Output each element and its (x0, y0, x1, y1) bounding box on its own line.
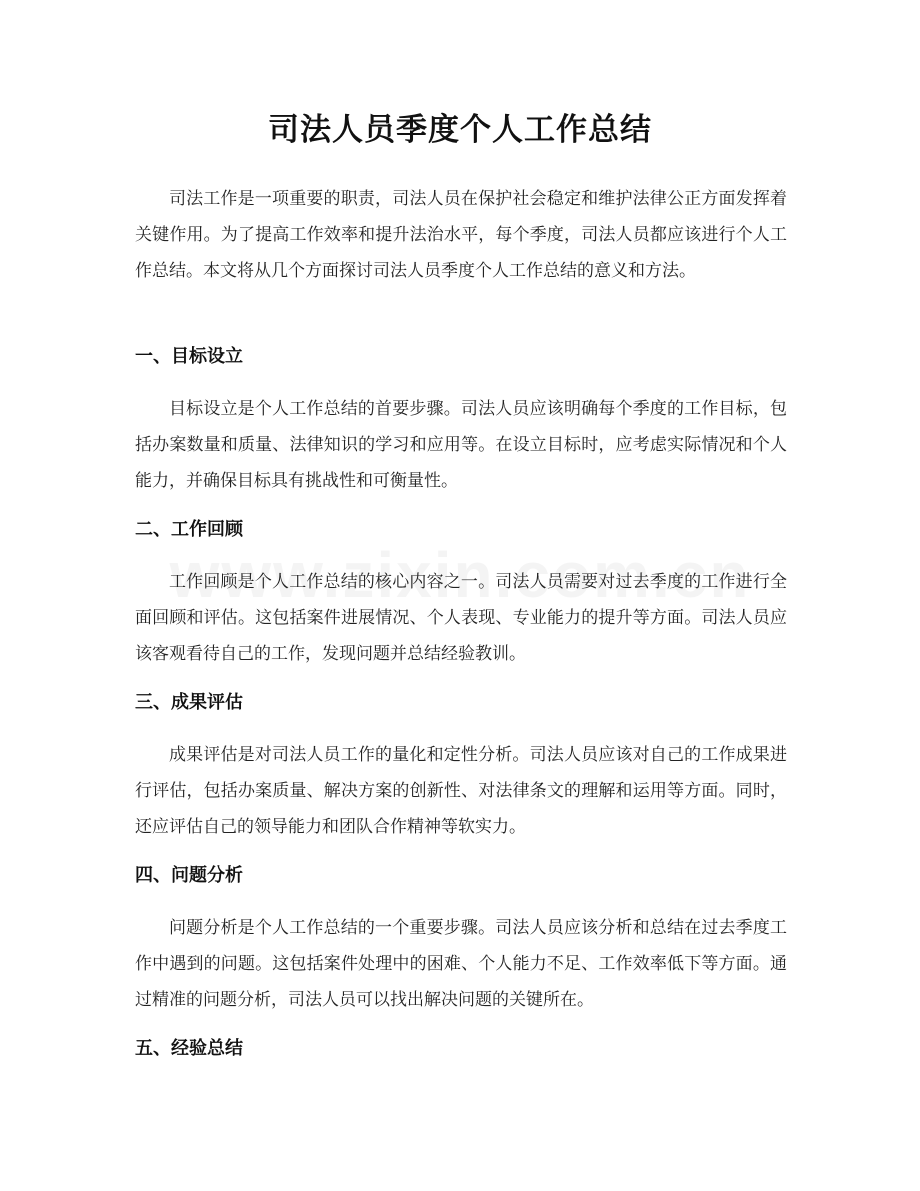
section-heading-results-assessment: 三、成果评估 (135, 692, 243, 713)
section-body-goal-setting: 目标设立是个人工作总结的首要步骤。司法人员应该明确每个季度的工作目标，包括办案数量和质量、法律知识的学习和应用等。在设立目标时，应考虑实际情况和个人能力，并确保目标具有挑战性和可衡量性。 (135, 399, 787, 491)
section-body-work-review: 工作回顾是个人工作总结的核心内容之一。司法人员需要对过去季度的工作进行全面回顾和评估。这包括案件进展情况、个人表现、专业能力的提升等方面。司法人员应该客观看待自己的工作，发现问题并总结经验教训。 (135, 572, 787, 664)
section-heading-goal-setting: 一、目标设立 (135, 346, 243, 367)
section-heading-work-review: 二、工作回顾 (135, 519, 243, 540)
section-heading-problem-analysis: 四、问题分析 (135, 865, 243, 886)
section-body-problem-analysis: 问题分析是个人工作总结的一个重要步骤。司法人员应该分析和总结在过去季度工作中遇到的问题。这包括案件处理中的困难、个人能力不足、工作效率低下等方面。通过精准的问题分析，司法人员可以找出解决问题的关键所在。 (135, 918, 787, 1010)
document-title: 司法人员季度个人工作总结 (268, 112, 652, 148)
intro-paragraph: 司法工作是一项重要的职责，司法人员在保护社会稳定和维护法律公正方面发挥着关键作用。为了提高工作效率和提升法治水平，每个季度，司法人员都应该进行个人工作总结。本文将从几个方面探讨司法人员季度个人工作总结的意义和方法。 (135, 189, 787, 281)
section-body-results-assessment: 成果评估是对司法人员工作的量化和定性分析。司法人员应该对自己的工作成果进行评估，包括办案质量、解决方案的创新性、对法律条文的理解和运用等方面。同时，还应评估自己的领导能力和团队合作精神等软实力。 (135, 745, 787, 837)
section-heading-experience-summary: 五、经验总结 (135, 1038, 243, 1059)
